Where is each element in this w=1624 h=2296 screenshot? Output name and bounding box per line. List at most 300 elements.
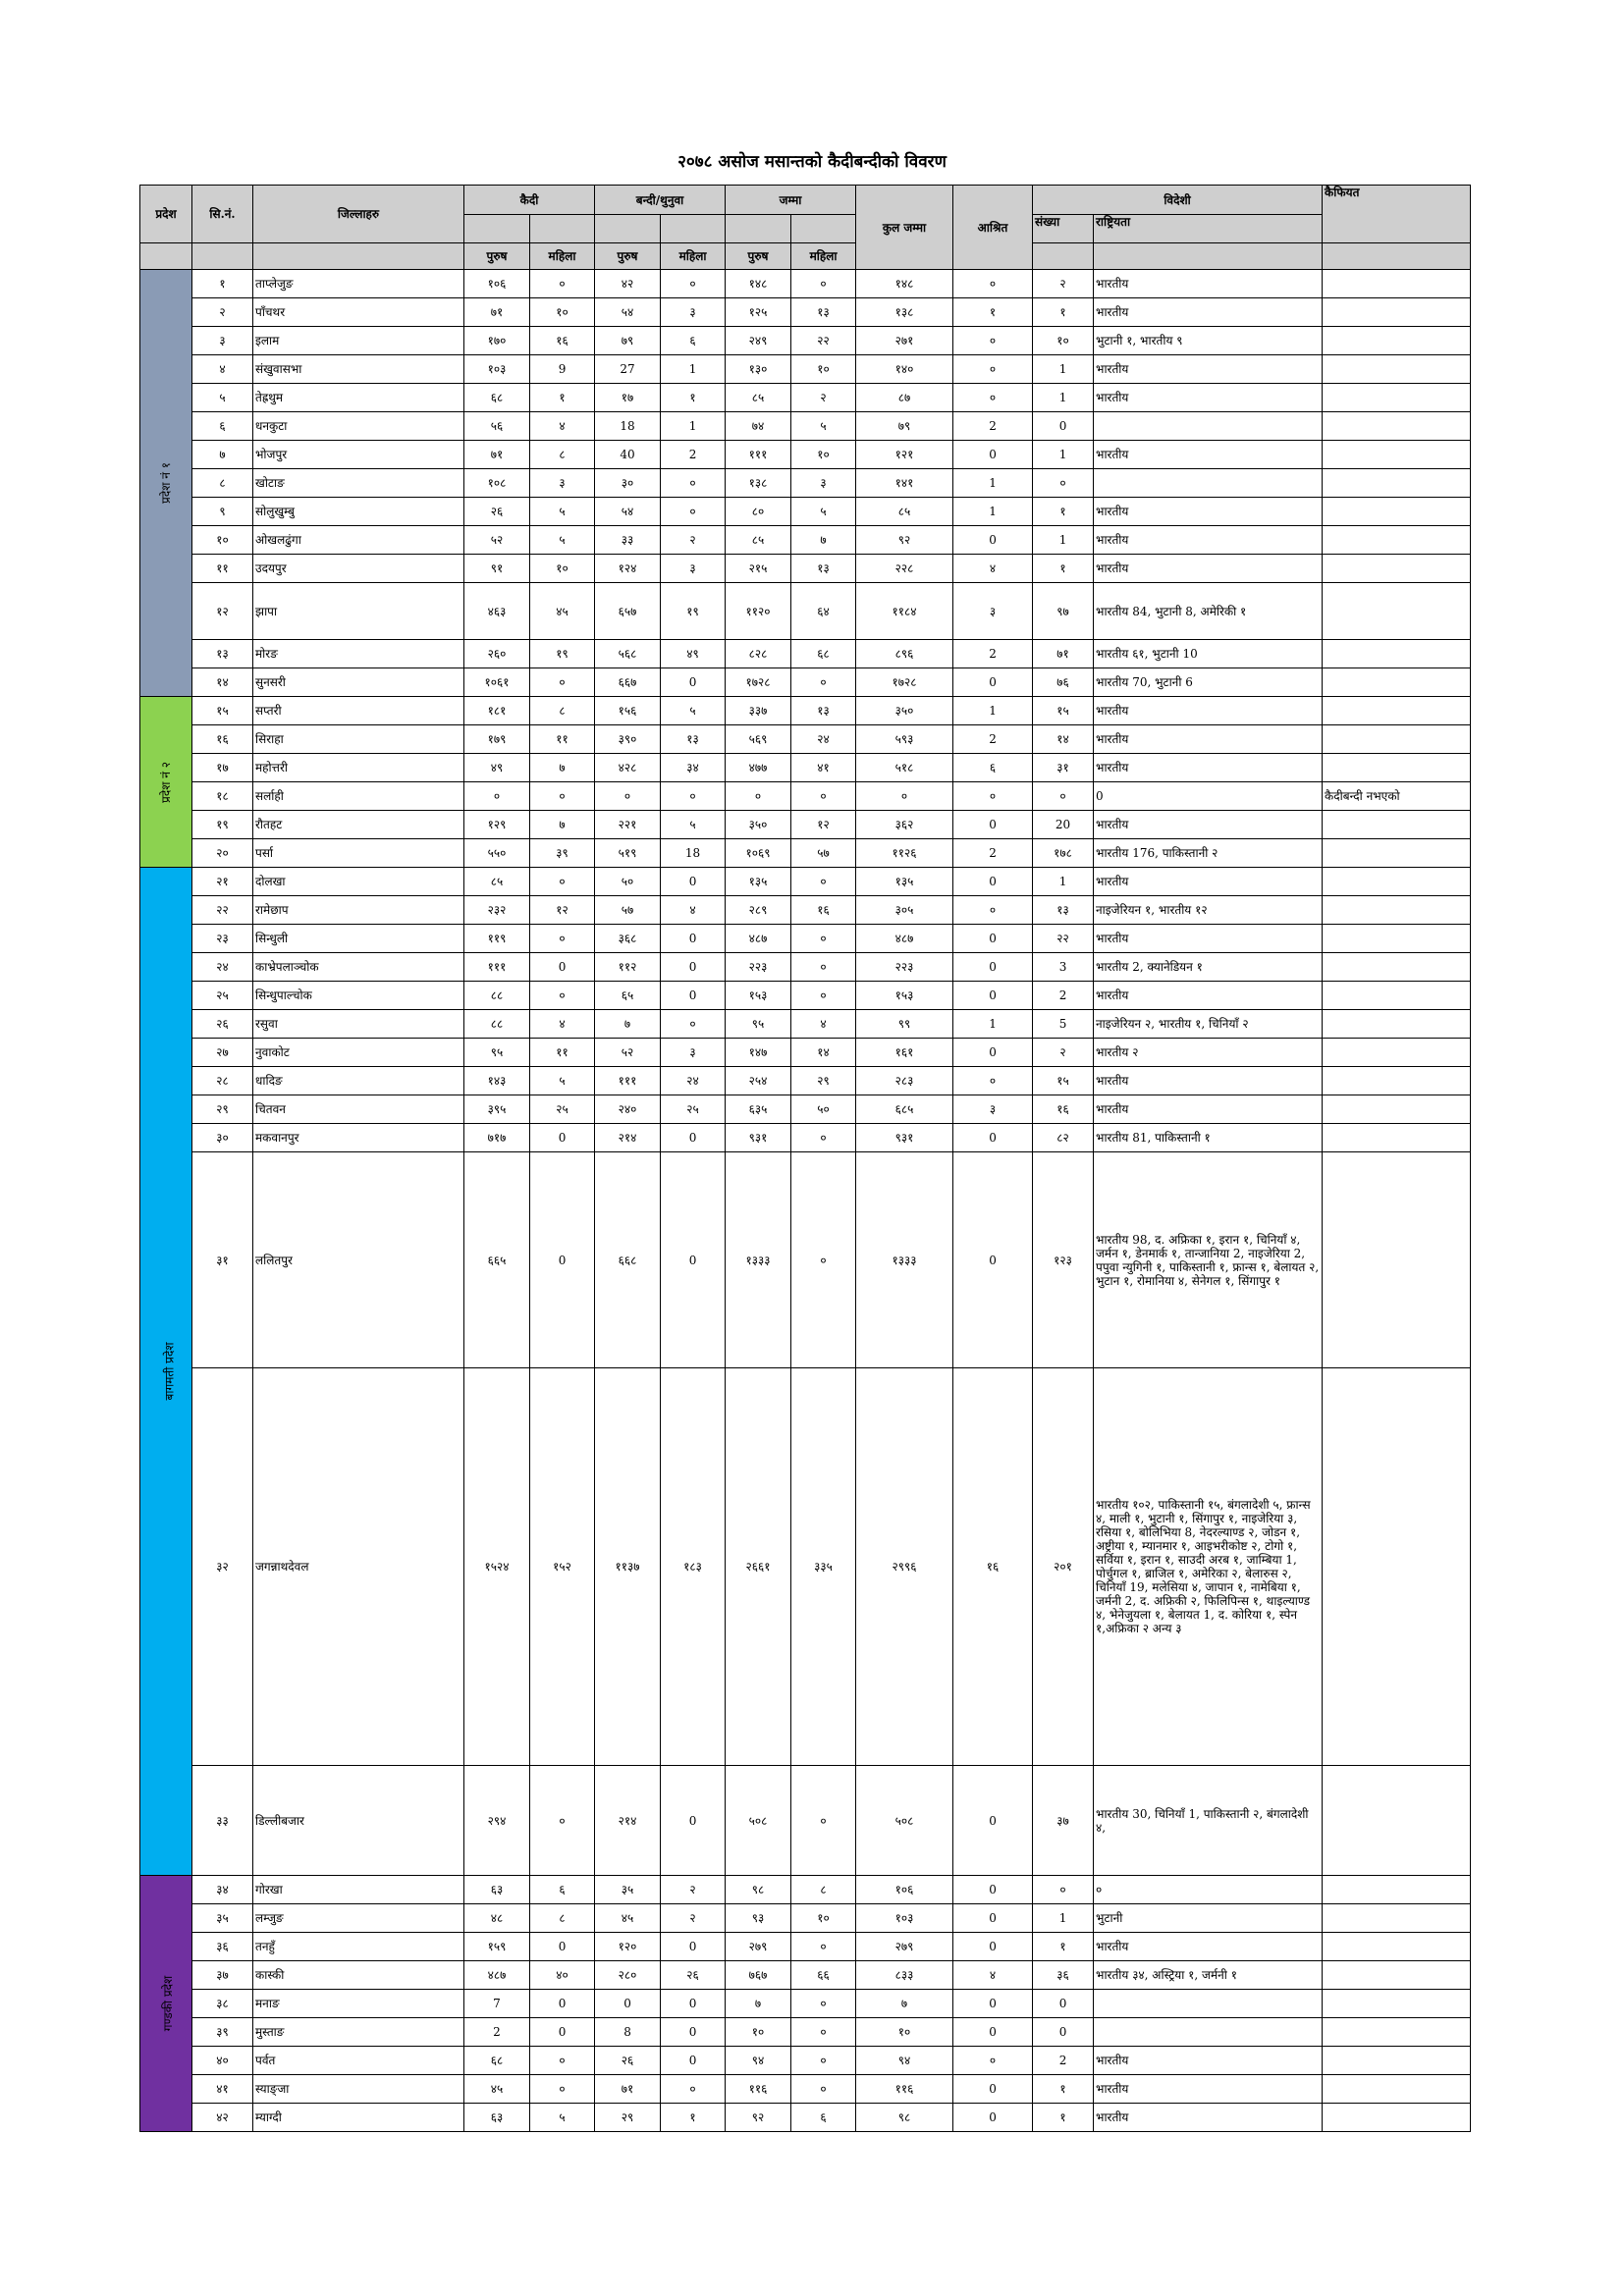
detainee-female-cell: 0 <box>661 2047 726 2075</box>
detainee-female-cell: ० <box>661 498 726 526</box>
total-female-cell: १० <box>791 1904 856 1933</box>
total-male-cell: १३० <box>726 355 791 384</box>
total-male-cell: ४७७ <box>726 754 791 782</box>
detainee-male-cell: ० <box>595 782 661 811</box>
header-province: प्रदेश <box>140 186 192 243</box>
header-detainee-spacer <box>661 215 726 243</box>
remarks-cell <box>1323 1039 1471 1067</box>
dependent-cell: 2 <box>953 725 1033 754</box>
remarks-cell <box>1323 555 1471 583</box>
prisoner-female-cell: ६ <box>530 1876 595 1904</box>
prisoner-female-cell: ८ <box>530 441 595 469</box>
nationality-cell: भारतीय <box>1094 2075 1323 2104</box>
prisoner-male-cell: 7 <box>464 1990 530 2018</box>
table-body <box>140 270 1471 2132</box>
table-row <box>140 1990 1471 2018</box>
dependent-cell: 2 <box>953 412 1033 441</box>
district-cell: महोत्तरी <box>253 754 464 782</box>
prisoner-female-cell: 9 <box>530 355 595 384</box>
prisoner-female-cell: 0 <box>530 2018 595 2047</box>
total-female-cell: १६ <box>791 896 856 925</box>
total-female-cell: ८ <box>791 1876 856 1904</box>
detainee-male-cell: ३५ <box>595 1876 661 1904</box>
detainee-female-cell: ५ <box>661 697 726 725</box>
remarks-cell <box>1323 1766 1471 1876</box>
dependent-cell: 0 <box>953 1152 1033 1368</box>
prisoner-male-cell: ४६३ <box>464 583 530 640</box>
district-cell: म्याग्दी <box>253 2104 464 2132</box>
prisoner-male-cell: ९५ <box>464 1039 530 1067</box>
nationality-cell: भुटानी १, भारतीय ९ <box>1094 327 1323 355</box>
total-female-cell: ० <box>791 668 856 697</box>
district-cell: सुनसरी <box>253 668 464 697</box>
total-male-cell: ७६७ <box>726 1961 791 1990</box>
foreign-count-cell: १३ <box>1033 896 1094 925</box>
prisoner-male-cell: ६८ <box>464 2047 530 2075</box>
table-row <box>140 1152 1471 1368</box>
grand-total-cell: ७ <box>856 1990 953 2018</box>
nationality-cell: भारतीय <box>1094 754 1323 782</box>
table-row <box>140 1368 1471 1766</box>
province-label: प्रदेश नं २ <box>158 761 173 803</box>
total-female-cell: ० <box>791 925 856 953</box>
remarks-cell <box>1323 925 1471 953</box>
grand-total-cell: ९९ <box>856 1010 953 1039</box>
prisoner-female-cell: ७ <box>530 754 595 782</box>
total-male-cell: ९५ <box>726 1010 791 1039</box>
header-prisoner-spacer <box>530 215 595 243</box>
detainee-female-cell: 0 <box>661 868 726 896</box>
serial-cell: १८ <box>192 782 253 811</box>
prisoner-female-cell: ८ <box>530 1904 595 1933</box>
detainee-female-cell: १९ <box>661 583 726 640</box>
serial-cell: ३० <box>192 1124 253 1152</box>
serial-cell: ६ <box>192 412 253 441</box>
table-row <box>140 2018 1471 2047</box>
grand-total-cell: ११८४ <box>856 583 953 640</box>
remarks-cell <box>1323 668 1471 697</box>
nationality-cell: भारतीय <box>1094 868 1323 896</box>
serial-cell: ३४ <box>192 1876 253 1904</box>
grand-total-cell: ९४ <box>856 2047 953 2075</box>
dependent-cell: ३ <box>953 583 1033 640</box>
prisoner-male-cell: १५२४ <box>464 1368 530 1766</box>
foreign-count-cell: 5 <box>1033 1010 1094 1039</box>
prisoner-male-cell: ५५० <box>464 839 530 868</box>
grand-total-cell: १३५ <box>856 868 953 896</box>
nationality-cell: भारतीय <box>1094 555 1323 583</box>
total-female-cell: २९ <box>791 1067 856 1095</box>
remarks-cell <box>1323 868 1471 896</box>
prisoner-female-cell: ११ <box>530 725 595 754</box>
prisoner-male-cell: ७१ <box>464 441 530 469</box>
grand-total-cell: ११२६ <box>856 839 953 868</box>
district-cell: ओखलढुंगा <box>253 526 464 555</box>
remarks-cell <box>1323 640 1471 668</box>
remarks-cell <box>1323 2075 1471 2104</box>
table-row <box>140 754 1471 782</box>
table-row <box>140 668 1471 697</box>
detainee-male-cell: ७१ <box>595 2075 661 2104</box>
detainee-female-cell: २५ <box>661 1095 726 1124</box>
remarks-cell <box>1323 811 1471 839</box>
foreign-count-cell: १ <box>1033 2104 1094 2132</box>
grand-total-cell: १०३ <box>856 1904 953 1933</box>
table-row <box>140 555 1471 583</box>
district-cell: धादिङ <box>253 1067 464 1095</box>
table-row <box>140 441 1471 469</box>
district-cell: सिराहा <box>253 725 464 754</box>
grand-total-cell: १३८ <box>856 298 953 327</box>
serial-cell: ३१ <box>192 1152 253 1368</box>
prisoner-male-cell: ७१७ <box>464 1124 530 1152</box>
nationality-cell <box>1094 412 1323 441</box>
district-cell: सिन्धुली <box>253 925 464 953</box>
detainee-male-cell: ६५७ <box>595 583 661 640</box>
table-row <box>140 1961 1471 1990</box>
dependent-cell: 1 <box>953 498 1033 526</box>
header-female: महिला <box>791 243 856 270</box>
detainee-male-cell: 0 <box>595 1990 661 2018</box>
total-male-cell: ३५० <box>726 811 791 839</box>
district-cell: रसुवा <box>253 1010 464 1039</box>
total-female-cell: १२ <box>791 811 856 839</box>
total-female-cell: ० <box>791 2075 856 2104</box>
header-blank <box>1094 243 1323 270</box>
prisoner-female-cell: ४० <box>530 1961 595 1990</box>
dependent-cell: 0 <box>953 953 1033 982</box>
district-cell: काभ्रेपलाञ्चोक <box>253 953 464 982</box>
detainee-female-cell: १ <box>661 384 726 412</box>
prisoner-female-cell: ३९ <box>530 839 595 868</box>
remarks-cell <box>1323 1010 1471 1039</box>
detainee-female-cell: 0 <box>661 982 726 1010</box>
foreign-count-cell: १ <box>1033 298 1094 327</box>
dependent-cell: ६ <box>953 754 1033 782</box>
dependent-cell: ४ <box>953 1961 1033 1990</box>
district-cell: पाँचथर <box>253 298 464 327</box>
header-total-spacer <box>726 215 791 243</box>
remarks-cell <box>1323 1067 1471 1095</box>
total-female-cell: २ <box>791 384 856 412</box>
grand-total-cell: १४० <box>856 355 953 384</box>
detainee-male-cell: ३० <box>595 469 661 498</box>
serial-cell: २९ <box>192 1095 253 1124</box>
prisoner-male-cell: ४८७ <box>464 1961 530 1990</box>
dependent-cell: ० <box>953 384 1033 412</box>
foreign-count-cell: १६ <box>1033 1095 1094 1124</box>
foreign-count-cell: १ <box>1033 2075 1094 2104</box>
detainee-male-cell: ५७ <box>595 896 661 925</box>
table-row <box>140 2104 1471 2132</box>
table-row <box>140 640 1471 668</box>
dependent-cell: 0 <box>953 868 1033 896</box>
foreign-count-cell: १ <box>1033 498 1094 526</box>
nationality-cell: भारतीय 81, पाकिस्तानी १ <box>1094 1124 1323 1152</box>
district-cell: गोरखा <box>253 1876 464 1904</box>
detainee-male-cell: २६ <box>595 2047 661 2075</box>
total-female-cell: ० <box>791 1766 856 1876</box>
grand-total-cell: १७२८ <box>856 668 953 697</box>
remarks-cell <box>1323 384 1471 412</box>
district-cell: मनाङ <box>253 1990 464 2018</box>
foreign-count-cell: ७६ <box>1033 668 1094 697</box>
detainee-female-cell: १ <box>661 2104 726 2132</box>
header-blank <box>192 243 253 270</box>
detainee-female-cell: २४ <box>661 1067 726 1095</box>
foreign-count-cell: ० <box>1033 1876 1094 1904</box>
grand-total-cell: १०६ <box>856 1876 953 1904</box>
detainee-female-cell: १३ <box>661 725 726 754</box>
total-male-cell: २६६१ <box>726 1368 791 1766</box>
prisoner-female-cell: ५ <box>530 2104 595 2132</box>
foreign-count-cell: 1 <box>1033 355 1094 384</box>
dependent-cell: 2 <box>953 839 1033 868</box>
prisoner-male-cell: ३९५ <box>464 1095 530 1124</box>
detainee-male-cell: १११ <box>595 1067 661 1095</box>
remarks-cell <box>1323 982 1471 1010</box>
grand-total-cell: ५१८ <box>856 754 953 782</box>
prisoner-male-cell: 2 <box>464 2018 530 2047</box>
foreign-count-cell: 1 <box>1033 526 1094 555</box>
dependent-cell: ३ <box>953 1095 1033 1124</box>
district-cell: स्याङ्जा <box>253 2075 464 2104</box>
detainee-female-cell: 0 <box>661 1990 726 2018</box>
detainee-male-cell: 27 <box>595 355 661 384</box>
foreign-count-cell: १ <box>1033 1933 1094 1961</box>
detainee-male-cell: 8 <box>595 2018 661 2047</box>
table-row <box>140 1124 1471 1152</box>
total-male-cell: १११ <box>726 441 791 469</box>
foreign-count-cell: 0 <box>1033 1990 1094 2018</box>
total-male-cell: ९४ <box>726 2047 791 2075</box>
total-male-cell: ७ <box>726 1990 791 2018</box>
district-cell: चितवन <box>253 1095 464 1124</box>
district-cell: लम्जुङ <box>253 1904 464 1933</box>
district-cell: डिल्लीबजार <box>253 1766 464 1876</box>
dependent-cell: 2 <box>953 640 1033 668</box>
grand-total-cell: ९८ <box>856 2104 953 2132</box>
province-label-cell <box>140 697 192 868</box>
foreign-count-cell: 20 <box>1033 811 1094 839</box>
total-female-cell: ० <box>791 953 856 982</box>
header-female: महिला <box>530 243 595 270</box>
grand-total-cell: १४८ <box>856 270 953 298</box>
header-grand-total: कुल जम्मा <box>856 186 953 270</box>
serial-cell: १५ <box>192 697 253 725</box>
prisoner-male-cell: ५६ <box>464 412 530 441</box>
table-row <box>140 498 1471 526</box>
nationality-cell: भारतीय <box>1094 982 1323 1010</box>
total-female-cell: ६ <box>791 2104 856 2132</box>
foreign-count-cell: 2 <box>1033 982 1094 1010</box>
remarks-cell <box>1323 441 1471 469</box>
total-male-cell: १३३३ <box>726 1152 791 1368</box>
prisoner-male-cell: १०८ <box>464 469 530 498</box>
detainee-male-cell: १७ <box>595 384 661 412</box>
total-female-cell: ० <box>791 270 856 298</box>
grand-total-cell: २२३ <box>856 953 953 982</box>
total-male-cell: ७४ <box>726 412 791 441</box>
header-total: जम्मा <box>726 186 856 215</box>
foreign-count-cell: १५ <box>1033 1067 1094 1095</box>
grand-total-cell: ३०५ <box>856 896 953 925</box>
prisoner-male-cell: ५२ <box>464 526 530 555</box>
header-count: संख्या <box>1033 215 1094 243</box>
foreign-count-cell: ३१ <box>1033 754 1094 782</box>
remarks-cell <box>1323 583 1471 640</box>
remarks-cell <box>1323 1095 1471 1124</box>
total-male-cell: २४९ <box>726 327 791 355</box>
foreign-count-cell: 1 <box>1033 384 1094 412</box>
detainee-male-cell: 40 <box>595 441 661 469</box>
detainee-female-cell: ० <box>661 1010 726 1039</box>
district-cell: इलाम <box>253 327 464 355</box>
page-title: २०७८ असोज मसान्तको कैदीबन्दीको विवरण <box>677 152 947 172</box>
total-male-cell: १४७ <box>726 1039 791 1067</box>
table-row <box>140 896 1471 925</box>
total-male-cell: १५३ <box>726 982 791 1010</box>
detainee-male-cell: २१४ <box>595 1124 661 1152</box>
detainee-male-cell: ११२ <box>595 953 661 982</box>
total-female-cell: ० <box>791 868 856 896</box>
nationality-cell: भारतीय 84, भुटानी 8, अमेरिकी १ <box>1094 583 1323 640</box>
total-male-cell: ८५ <box>726 526 791 555</box>
serial-cell: ४२ <box>192 2104 253 2132</box>
serial-cell: ३२ <box>192 1368 253 1766</box>
foreign-count-cell: 1 <box>1033 868 1094 896</box>
table-row <box>140 1067 1471 1095</box>
dependent-cell: 0 <box>953 1124 1033 1152</box>
prisoner-male-cell: २६० <box>464 640 530 668</box>
foreign-count-cell: २ <box>1033 270 1094 298</box>
foreign-count-cell: १ <box>1033 555 1094 583</box>
total-female-cell: १३ <box>791 298 856 327</box>
serial-cell: २६ <box>192 1010 253 1039</box>
nationality-cell: भारतीय ६१, भुटानी 10 <box>1094 640 1323 668</box>
dependent-cell: 1 <box>953 697 1033 725</box>
table-row <box>140 697 1471 725</box>
prisoner-female-cell: १२ <box>530 896 595 925</box>
serial-cell: १२ <box>192 583 253 640</box>
prisoner-female-cell: ० <box>530 668 595 697</box>
remarks-cell <box>1323 754 1471 782</box>
serial-cell: ४० <box>192 2047 253 2075</box>
total-male-cell: ९२ <box>726 2104 791 2132</box>
nationality-cell: भुटानी <box>1094 1904 1323 1933</box>
total-male-cell: १०६९ <box>726 839 791 868</box>
grand-total-cell: ५०८ <box>856 1766 953 1876</box>
total-female-cell: ० <box>791 782 856 811</box>
remarks-cell <box>1323 1124 1471 1152</box>
detainee-female-cell: 2 <box>661 441 726 469</box>
total-female-cell: ६८ <box>791 640 856 668</box>
detainee-female-cell: २६ <box>661 1961 726 1990</box>
header-district: जिल्लाहरु <box>253 186 464 243</box>
total-female-cell: ५ <box>791 412 856 441</box>
remarks-cell <box>1323 1990 1471 2018</box>
prisoner-female-cell: ० <box>530 925 595 953</box>
detainee-male-cell: ४५ <box>595 1904 661 1933</box>
total-male-cell: ० <box>726 782 791 811</box>
detainee-male-cell: १२४ <box>595 555 661 583</box>
total-male-cell: २८९ <box>726 896 791 925</box>
detainee-female-cell: २ <box>661 526 726 555</box>
nationality-cell: भारतीय <box>1094 270 1323 298</box>
district-cell: मकवानपुर <box>253 1124 464 1152</box>
remarks-cell <box>1323 469 1471 498</box>
foreign-count-cell: ३७ <box>1033 1766 1094 1876</box>
district-cell: सिन्धुपाल्चोक <box>253 982 464 1010</box>
nationality-cell: भारतीय <box>1094 355 1323 384</box>
detainee-female-cell: ३ <box>661 1039 726 1067</box>
detainee-male-cell: ५४ <box>595 498 661 526</box>
detainee-female-cell: ५ <box>661 811 726 839</box>
grand-total-cell: ८५ <box>856 498 953 526</box>
table-row <box>140 953 1471 982</box>
table-row <box>140 1095 1471 1124</box>
prisoner-female-cell: 0 <box>530 1152 595 1368</box>
total-female-cell: ० <box>791 1990 856 2018</box>
dependent-cell: १ <box>953 298 1033 327</box>
nationality-cell: ० <box>1094 1876 1323 1904</box>
serial-cell: १७ <box>192 754 253 782</box>
dependent-cell: 0 <box>953 526 1033 555</box>
nationality-cell <box>1094 469 1323 498</box>
foreign-count-cell: ० <box>1033 469 1094 498</box>
grand-total-cell: २७९ <box>856 1933 953 1961</box>
foreign-count-cell: ८२ <box>1033 1124 1094 1152</box>
detainee-male-cell: २८० <box>595 1961 661 1990</box>
detainee-female-cell: 0 <box>661 1933 726 1961</box>
table-row <box>140 925 1471 953</box>
total-male-cell: १३८ <box>726 469 791 498</box>
foreign-count-cell: 3 <box>1033 953 1094 982</box>
total-female-cell: ५० <box>791 1095 856 1124</box>
foreign-count-cell: २ <box>1033 1039 1094 1067</box>
district-cell: खोटाङ <box>253 469 464 498</box>
header-male: पुरुष <box>726 243 791 270</box>
total-male-cell: ४८७ <box>726 925 791 953</box>
table-row <box>140 583 1471 640</box>
foreign-count-cell: २०१ <box>1033 1368 1094 1766</box>
grand-total-cell: ९३१ <box>856 1124 953 1152</box>
remarks-cell <box>1323 1961 1471 1990</box>
remarks-cell <box>1323 953 1471 982</box>
serial-cell: २० <box>192 839 253 868</box>
total-female-cell: ० <box>791 2018 856 2047</box>
detainee-female-cell: ३ <box>661 298 726 327</box>
grand-total-cell: ९२ <box>856 526 953 555</box>
serial-cell: १४ <box>192 668 253 697</box>
prisoner-female-cell: ३ <box>530 469 595 498</box>
prisoner-male-cell: २६ <box>464 498 530 526</box>
grand-total-cell: ६८५ <box>856 1095 953 1124</box>
nationality-cell: भारतीय <box>1094 1933 1323 1961</box>
district-cell: सोलुखुम्बु <box>253 498 464 526</box>
total-male-cell: १० <box>726 2018 791 2047</box>
header-detainee: बन्दी/थुनुवा <box>595 186 726 215</box>
district-cell: ललितपुर <box>253 1152 464 1368</box>
grand-total-cell: ८३३ <box>856 1961 953 1990</box>
detainee-male-cell: ७ <box>595 1010 661 1039</box>
serial-cell: ९ <box>192 498 253 526</box>
grand-total-cell: ७९ <box>856 412 953 441</box>
foreign-count-cell: ७१ <box>1033 640 1094 668</box>
nationality-cell: भारतीय <box>1094 2104 1323 2132</box>
nationality-cell <box>1094 2018 1323 2047</box>
prisoner-male-cell: ९१ <box>464 555 530 583</box>
